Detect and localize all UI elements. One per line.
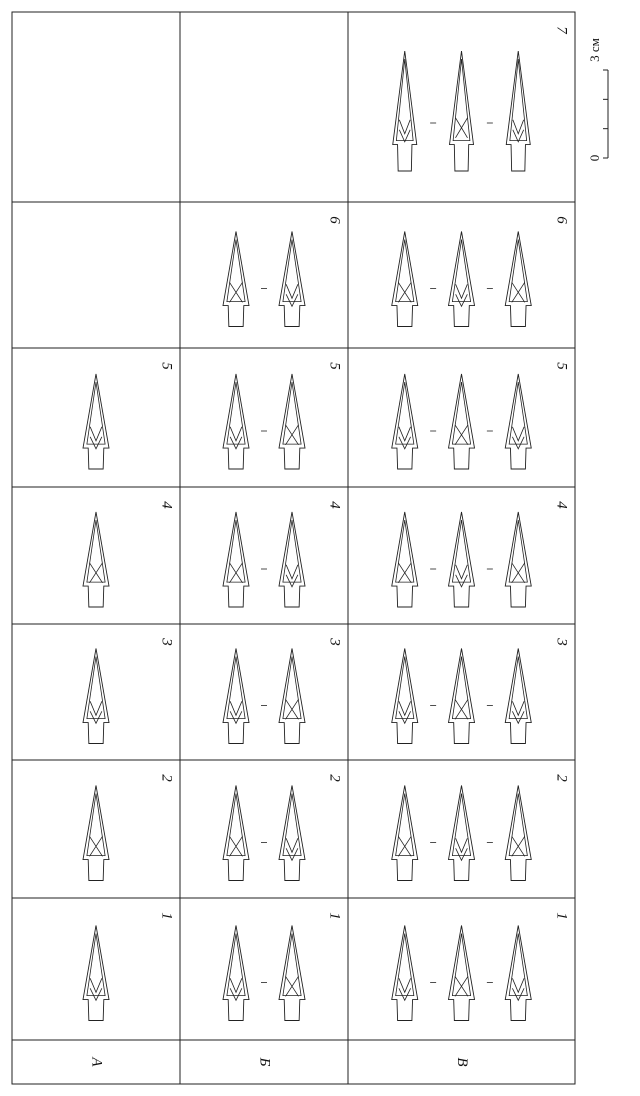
arrowhead-drawing (392, 926, 418, 1021)
arrowhead-drawing (450, 51, 474, 171)
column-number: 2 (553, 774, 570, 782)
arrowhead-drawing (449, 926, 475, 1021)
arrowhead-drawing (505, 786, 531, 881)
column-number: 1 (326, 912, 343, 920)
row-label-V: В (454, 1057, 471, 1067)
arrowhead-drawing (392, 512, 418, 607)
scale-max-label: 3 см (586, 38, 602, 62)
arrowhead-drawing (83, 926, 109, 1021)
arrowhead-drawing (223, 232, 249, 327)
column-number: 5 (553, 362, 570, 370)
scale-bar (587, 38, 608, 161)
column-number: 3 (326, 638, 343, 646)
column-number: 3 (553, 638, 570, 646)
arrowhead-drawing (223, 786, 249, 881)
arrowhead-drawing (506, 51, 530, 171)
arrowhead-drawing (223, 926, 249, 1021)
column-number: 2 (326, 774, 343, 782)
arrowhead-drawing (392, 232, 418, 327)
arrowhead-drawing (223, 374, 249, 469)
column-number: 7 (553, 26, 570, 34)
artifact-drawings (83, 51, 531, 1021)
arrowhead-drawing (279, 926, 305, 1021)
arrowhead-drawing (279, 232, 305, 327)
arrowhead-drawing (449, 786, 475, 881)
arrowhead-drawing (83, 512, 109, 607)
column-number: 6 (326, 216, 343, 224)
arrowhead-drawing (279, 649, 305, 744)
row-label-B: Б (256, 1057, 273, 1067)
row-label-A: А (88, 1057, 105, 1067)
arrowhead-drawing (505, 926, 531, 1021)
column-number: 5 (326, 362, 343, 370)
arrowhead-drawing (223, 649, 249, 744)
arrowhead-drawing (505, 649, 531, 744)
column-number: 4 (553, 501, 570, 509)
arrowhead-drawing (392, 786, 418, 881)
column-number: 3 (158, 638, 175, 646)
column-number: 4 (326, 501, 343, 509)
arrowhead-drawing (449, 649, 475, 744)
column-number: 1 (158, 912, 175, 920)
arrowhead-drawing (505, 374, 531, 469)
arrowhead-drawing (279, 512, 305, 607)
arrowhead-drawing (505, 512, 531, 607)
arrowhead-drawing (449, 232, 475, 327)
column-number: 5 (158, 362, 175, 370)
arrowhead-drawing (279, 374, 305, 469)
arrowhead-drawing (393, 51, 417, 171)
column-number: 2 (158, 774, 175, 782)
arrowhead-drawing (83, 649, 109, 744)
column-number: 6 (553, 216, 570, 224)
scale-min-label: 0 (586, 154, 602, 162)
arrowhead-drawing (223, 512, 249, 607)
arrowhead-drawing (449, 512, 475, 607)
arrowhead-drawing (83, 374, 109, 469)
column-numbers (159, 26, 570, 920)
column-number: 1 (553, 912, 570, 920)
column-number: 4 (158, 501, 175, 509)
arrowhead-drawing (279, 786, 305, 881)
arrowhead-drawing (83, 786, 109, 881)
row-labels (89, 1056, 471, 1067)
arrowhead-drawing (392, 649, 418, 744)
arrowhead-drawing (392, 374, 418, 469)
arrowhead-drawing (449, 374, 475, 469)
arrowhead-drawing (505, 232, 531, 327)
